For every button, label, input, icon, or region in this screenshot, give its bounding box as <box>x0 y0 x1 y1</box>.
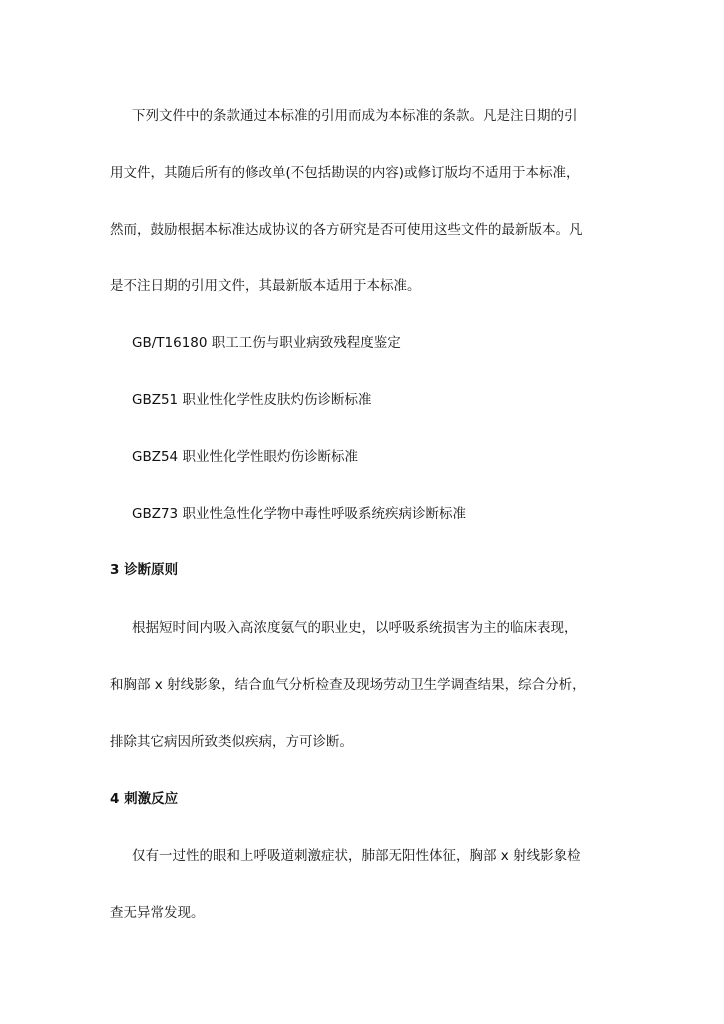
intro-line-4: 是不注日期的引用文件，其最新版本适用于本标准。 <box>110 278 421 294</box>
section-3-line-3: 排除其它病因所致类似疾病，方可诊断。 <box>110 734 353 750</box>
intro-line-2: 用文件，其随后所有的修改单(不包括勘误的内容)或修订版均不适用于本标准， <box>110 165 580 181</box>
section-3-heading: 3 诊断原则 <box>110 562 179 578</box>
reference-gbz51: GBZ51 职业性化学性皮肤灼伤诊断标准 <box>132 392 372 408</box>
reference-gbt16180: GB/T16180 职工工伤与职业病致残程度鉴定 <box>132 335 401 351</box>
section-4-line-2: 查无异常发现。 <box>110 905 205 921</box>
section-3-line-2: 和胸部 x 射线影象，结合血气分析检查及现场劳动卫生学调查结果，综合分析， <box>110 677 586 693</box>
section-3-line-1: 根据短时间内吸入高浓度氨气的职业史，以呼吸系统损害为主的临床表现， <box>132 620 578 636</box>
reference-gbz54: GBZ54 职业性化学性眼灼伤诊断标准 <box>132 449 358 465</box>
section-4-heading: 4 刺激反应 <box>110 791 179 807</box>
reference-gbz73: GBZ73 职业性急性化学物中毒性呼吸系统疾病诊断标准 <box>132 506 466 522</box>
section-4-line-1: 仅有一过性的眼和上呼吸道刺激症状，肺部无阳性体征，胸部 x 射线影象检 <box>132 848 581 864</box>
intro-line-1: 下列文件中的条款通过本标准的引用而成为本标准的条款。凡是注日期的引 <box>132 108 578 124</box>
intro-line-3: 然而，鼓励根据本标准达成协议的各方研究是否可使用这些文件的最新版本。凡 <box>110 222 583 238</box>
